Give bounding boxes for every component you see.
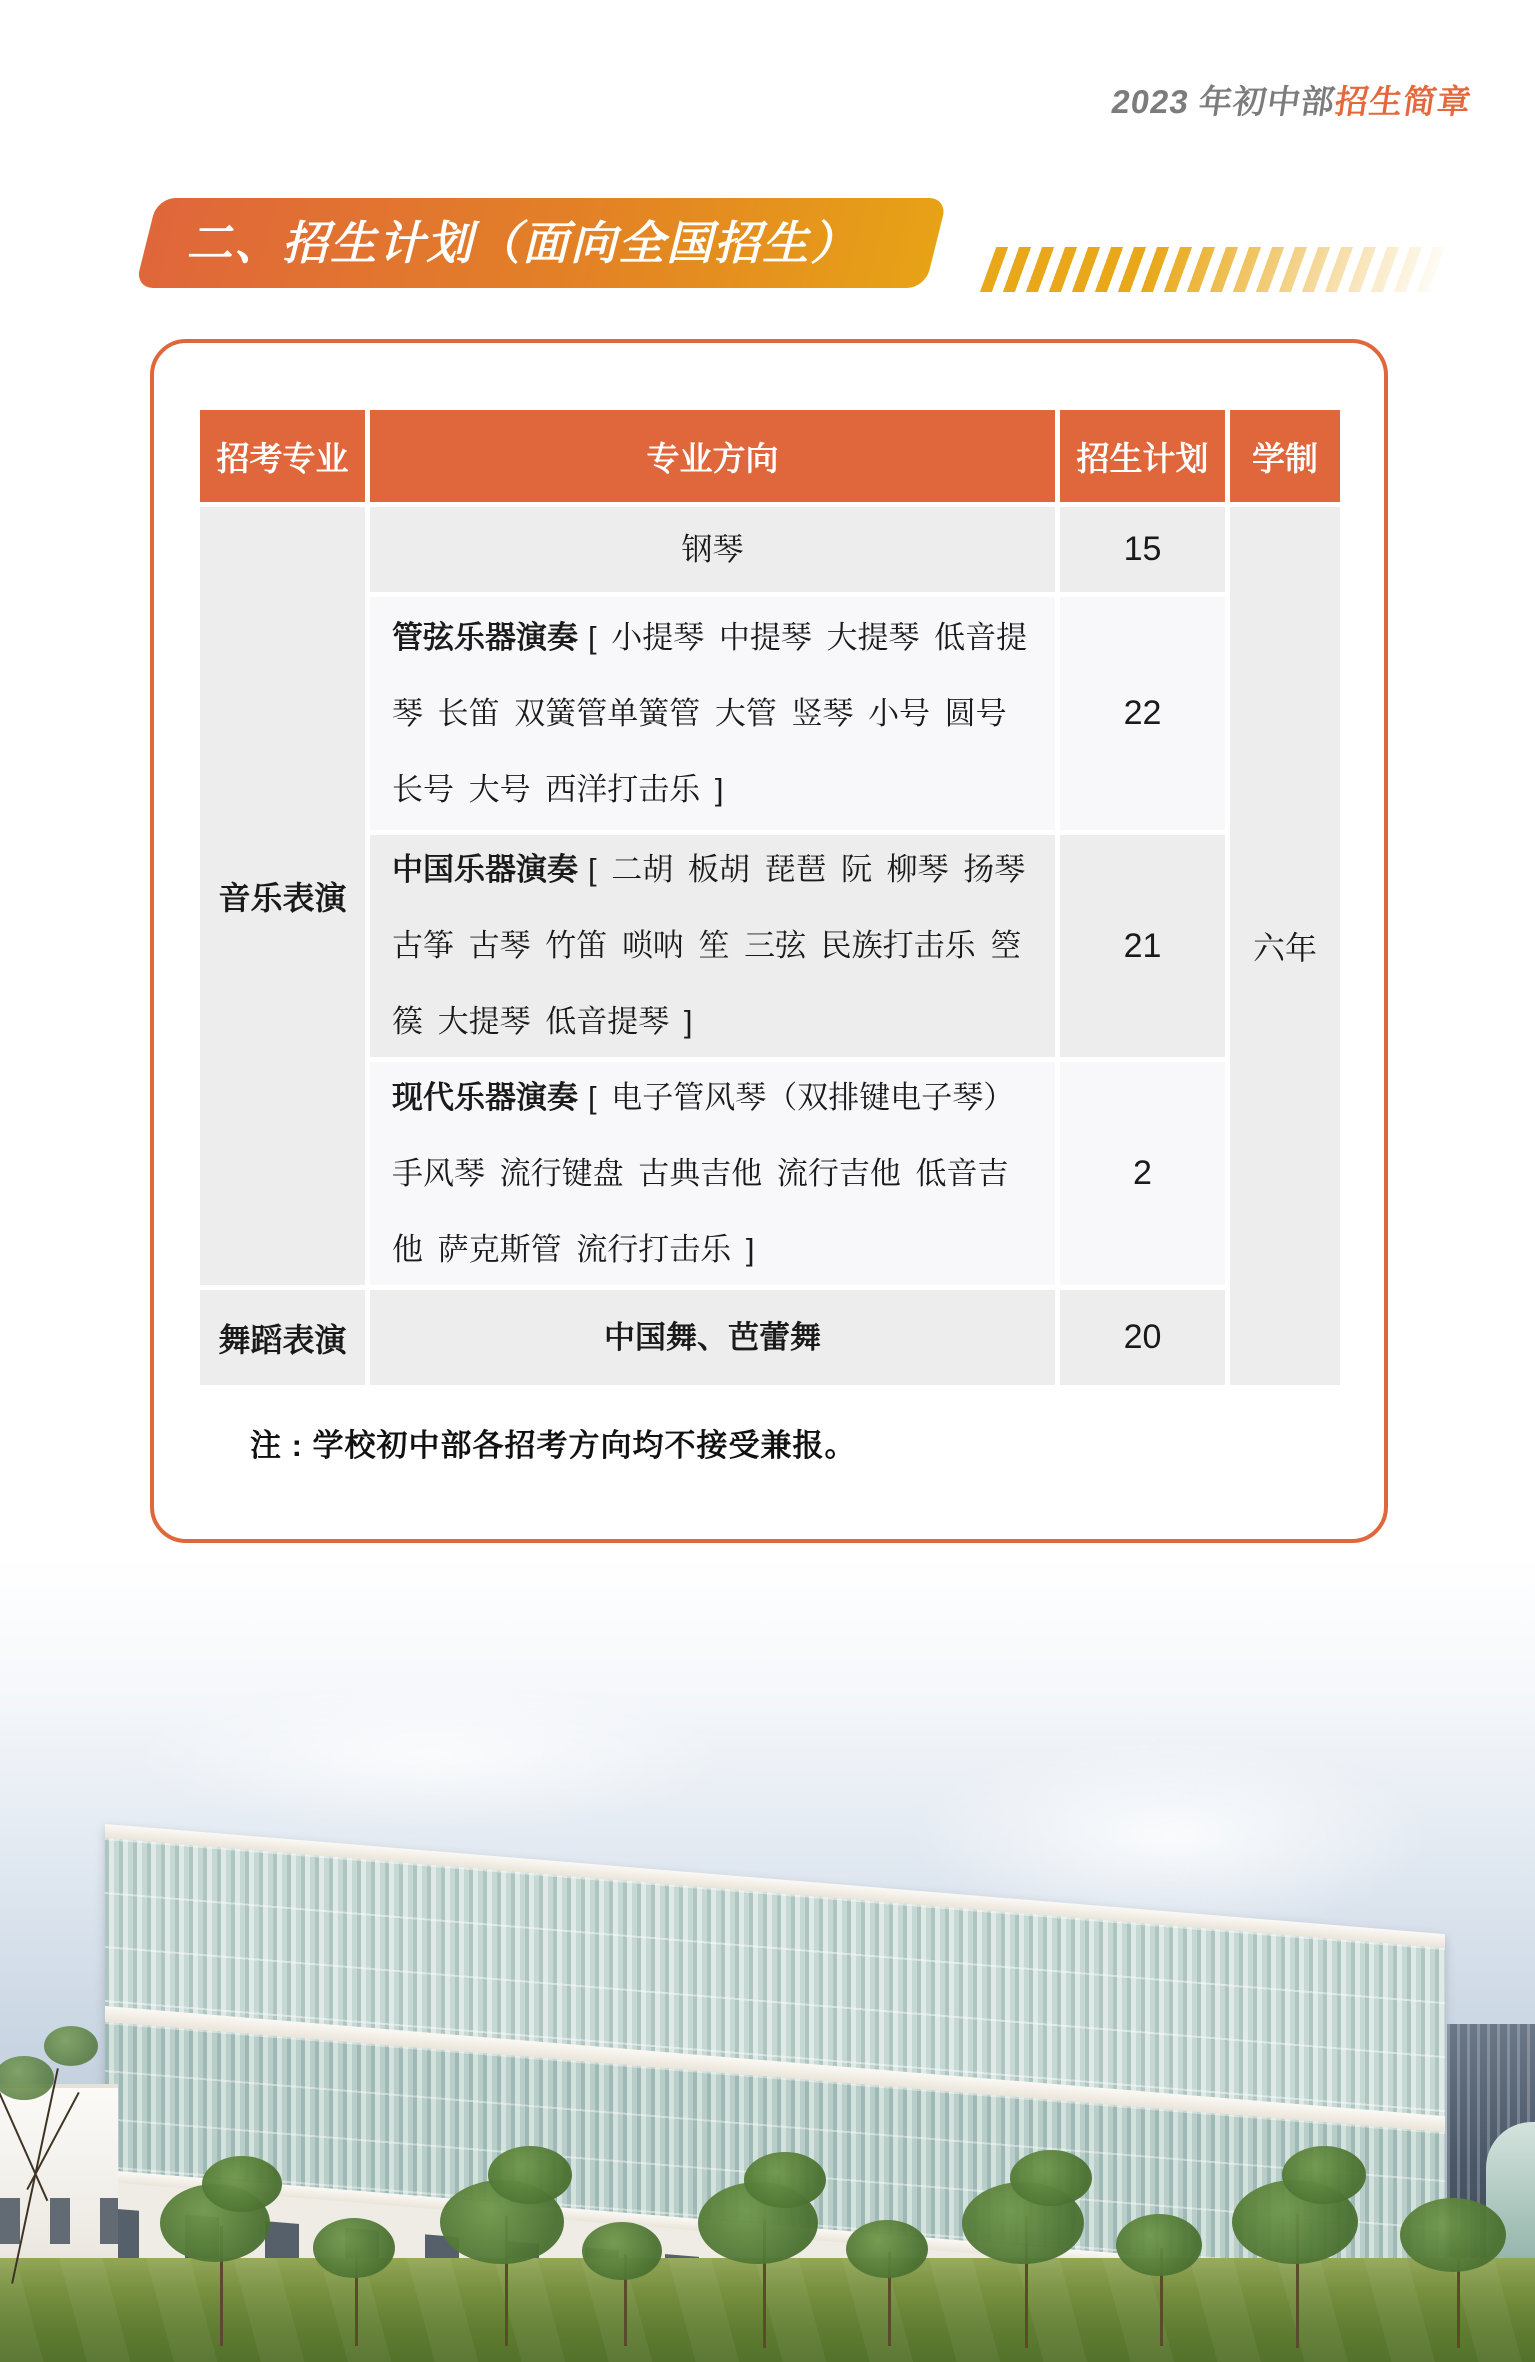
tree-foliage (202, 2156, 282, 2212)
direction-name: 现代乐器演奏 (392, 1079, 578, 1115)
tree-foliage (44, 2026, 98, 2066)
photo-tree (950, 2148, 1100, 2348)
tree-foliage (1282, 2146, 1366, 2204)
photo-tree (430, 2146, 580, 2346)
tree-foliage (1010, 2150, 1092, 2206)
enrollment-plan-table (200, 410, 1340, 1385)
col-header-direction: 专业方向 (370, 410, 1055, 502)
direction-text (392, 600, 1033, 828)
section-title: 二、招生计划（面向全国招生） (183, 217, 869, 269)
tree-foliage (846, 2220, 928, 2278)
table-note: 注 : 学校初中部各招考方向均不接受兼报。 (250, 1428, 857, 1463)
col-header-major: 招考专业 (200, 410, 365, 502)
page-header-year: 2023 年初中部 (1109, 83, 1339, 120)
tree-foliage (313, 2218, 395, 2278)
col-header-duration: 学制 (1230, 410, 1340, 502)
tree-foliage (1400, 2198, 1506, 2272)
banner-stripes-decoration (980, 247, 1456, 292)
direction-name: 中国乐器演奏 (392, 852, 578, 887)
tree-foliage (582, 2222, 662, 2280)
plan-box (150, 339, 1388, 1543)
photo-tree (150, 2156, 290, 2346)
direction-cell-orchestral (370, 597, 1055, 830)
direction-text (392, 1060, 1033, 1288)
tree-foliage (744, 2152, 826, 2208)
direction-detail: [ 小提琴 中提琴 大提琴 低音提琴 长笛 双簧管单簧管 大管 竖琴 小号 圆号 长号 大号 西洋打击乐 ] (392, 619, 1028, 807)
direction-cell-piano (370, 507, 1055, 592)
direction-cell-modern (370, 1062, 1055, 1285)
major-music-cell: 音乐表演 (200, 507, 365, 1285)
direction-cell-chinese (370, 835, 1055, 1057)
direction-text (392, 832, 1033, 1060)
photo-bare-tree (0, 2026, 114, 2326)
campus-photo (0, 1556, 1535, 2362)
major-dance-cell: 舞蹈表演 (200, 1290, 365, 1385)
photo-tree (576, 2208, 672, 2346)
col-header-plan: 招生计划 (1060, 410, 1225, 502)
photo-tree (1108, 2198, 1212, 2346)
photo-tree (690, 2152, 836, 2348)
plan-cell-orchestral: 22 (1060, 597, 1225, 830)
tree-foliage (0, 2056, 54, 2100)
direction-detail: [ 二胡 板胡 琵琶 阮 柳琴 扬琴 古筝 古琴 竹笛 唢呐 笙 三弦 民族打击乐 箜篌 大提琴 低音提琴 ] (392, 852, 1026, 1039)
direction-name: 管弦乐器演奏 (392, 619, 578, 655)
direction-cell-dance (370, 1290, 1055, 1385)
photo-cloud (120, 1676, 740, 1836)
page-header-highlight: 招生简章 (1333, 83, 1475, 120)
plan-cell-modern: 2 (1060, 1062, 1225, 1285)
direction-detail: [ 电子管风琴（双排键电子琴） 手风琴 流行键盘 古典吉他 流行吉他 低音吉他 萨克斯管 流行打击乐 ] (392, 1079, 1015, 1267)
photo-tree (1392, 2176, 1522, 2348)
direction-text: 钢琴 (681, 531, 744, 567)
section-banner (135, 198, 947, 288)
photo-tree (838, 2204, 938, 2346)
plan-cell-chinese: 21 (1060, 835, 1225, 1057)
tree-foliage (488, 2146, 572, 2204)
tree-foliage (1116, 2214, 1202, 2276)
photo-tree (1220, 2144, 1372, 2348)
tree-branch (26, 2092, 79, 2190)
duration-cell: 六年 (1230, 507, 1340, 1385)
direction-text: 中国舞、芭蕾舞 (604, 1319, 821, 1355)
plan-cell-piano: 15 (1060, 507, 1225, 592)
plan-cell-dance: 20 (1060, 1290, 1225, 1385)
photo-tree (305, 2202, 405, 2346)
page-header (1109, 76, 1475, 123)
